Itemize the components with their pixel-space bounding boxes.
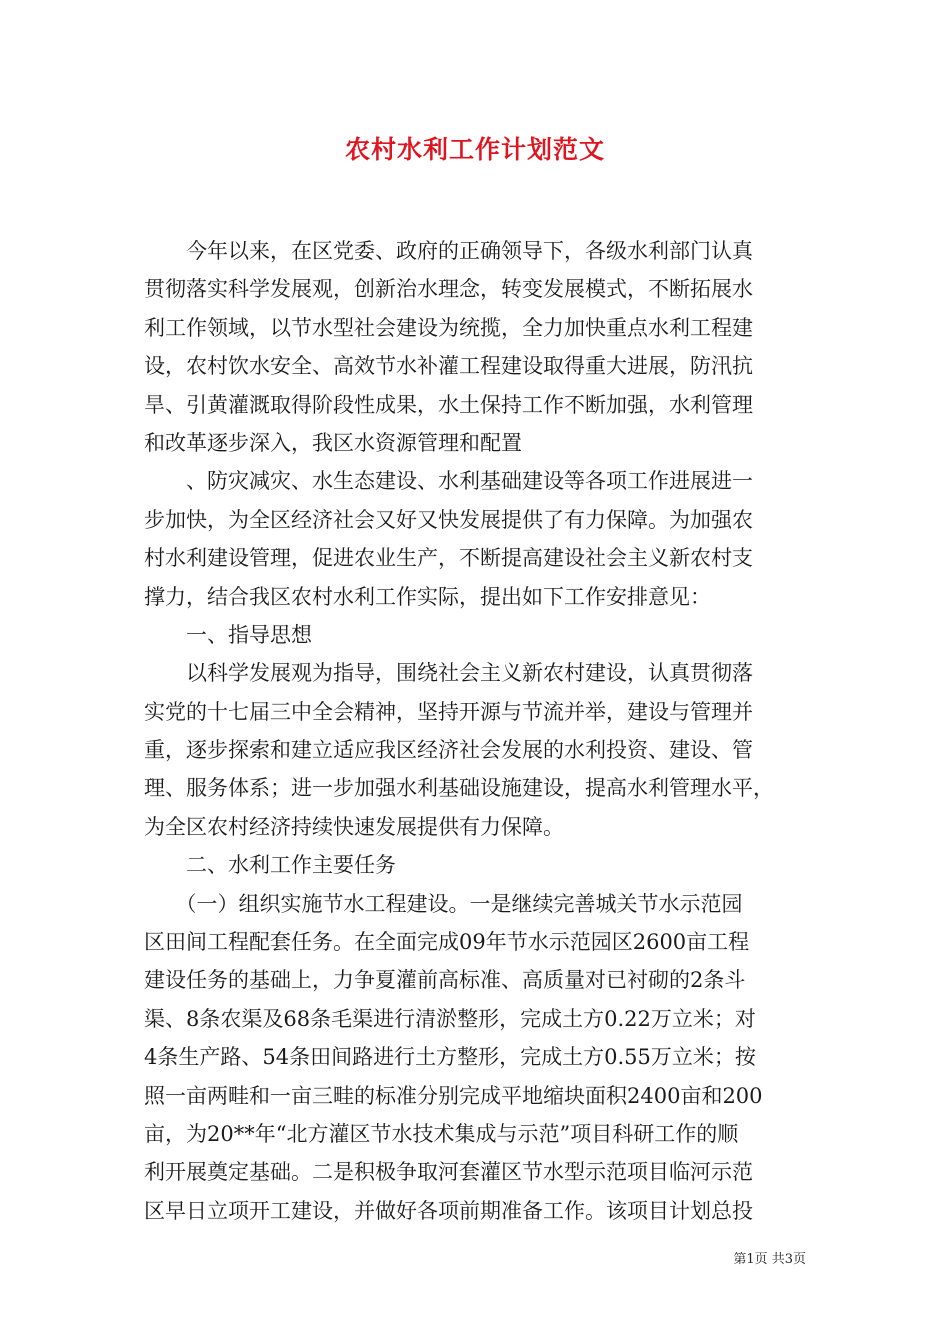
document-title: 农村水利工作计划范文 — [344, 135, 605, 164]
text-line: 区田间工程配套任务。在全面完成09年节水示范园区2600亩工程 — [144, 930, 750, 955]
text-line: 为全区农村经济持续快速发展提供有力保障。 — [144, 814, 564, 839]
text-line: 实党的十七届三中全会精神，坚持开源与节流并举，建设与管理并 — [144, 699, 753, 724]
text-line: 利开展奠定基础。二是积极争取河套灌区节水型示范项目临河示范 — [144, 1160, 753, 1185]
text-line: 村水利建设管理，促进农业生产，不断提高建设社会主义新农村支 — [144, 546, 753, 571]
text-line: 建设任务的基础上，力争夏灌前高标准、高质量对已衬砌的2条斗 — [144, 968, 746, 993]
document-body — [144, 232, 814, 1230]
text-line: 和改革逐步深入，我区水资源管理和配置 — [144, 430, 522, 455]
text-line: 照一亩两畦和一亩三畦的标准分别完成平地缩块面积2400亩和200 — [144, 1083, 763, 1108]
text-line: 一、指导思想 — [144, 622, 312, 647]
text-line: 今年以来，在区党委、政府的正确领导下，各级水利部门认真 — [144, 239, 753, 263]
text-line: （一）组织实施节水工程建设。一是继续完善城关节水示范园 — [144, 891, 743, 916]
text-line: 重，逐步探索和建立适应我区经济社会发展的水利投资、建设、管 — [144, 738, 753, 763]
text-line: 以科学发展观为指导，围绕社会主义新农村建设，认真贯彻落 — [144, 661, 753, 686]
text-line: 撑力，结合我区农村水利工作实际，提出如下工作安排意见： — [144, 584, 711, 609]
text-line: 步加快，为全区经济社会又好又快发展提供了有力保障。为加强农 — [144, 507, 753, 532]
text-line: 贯彻落实科学发展观，创新治水理念，转变发展模式，不断拓展水 — [144, 277, 753, 302]
text-line: 设，农村饮水安全、高效节水补灌工程建设取得重大进展，防汛抗 — [144, 354, 753, 379]
text-line: 二、水利工作主要任务 — [144, 853, 396, 878]
text-line: 4条生产路、54条田间路进行土方整形，完成土方0.55万立米；按 — [144, 1045, 756, 1070]
page-footer: 第1页 共3页 — [733, 1252, 806, 1267]
text-line: 渠、8条农渠及68条毛渠进行清淤整形，完成土方0.22万立米；对 — [144, 1006, 756, 1031]
text-line: 理、服务体系；进一步加强水利基础设施建设，提高水利管理水平， — [144, 776, 774, 801]
text-line: 利工作领域，以节水型社会建设为统揽，全力加快重点水利工程建 — [144, 315, 753, 340]
text-line: 亩，为20**年“北方灌区节水技术集成与示范”项目科研工作的顺 — [144, 1121, 739, 1146]
text-line: 旱、引黄灌溉取得阶段性成果，水土保持工作不断加强，水利管理 — [144, 392, 753, 417]
text-line: 区早日立项开工建设，并做好各项前期准备工作。该项目计划总投 — [144, 1198, 753, 1223]
text-line: 、防灾减灾、水生态建设、水利基础建设等各项工作进展进一 — [144, 469, 753, 494]
